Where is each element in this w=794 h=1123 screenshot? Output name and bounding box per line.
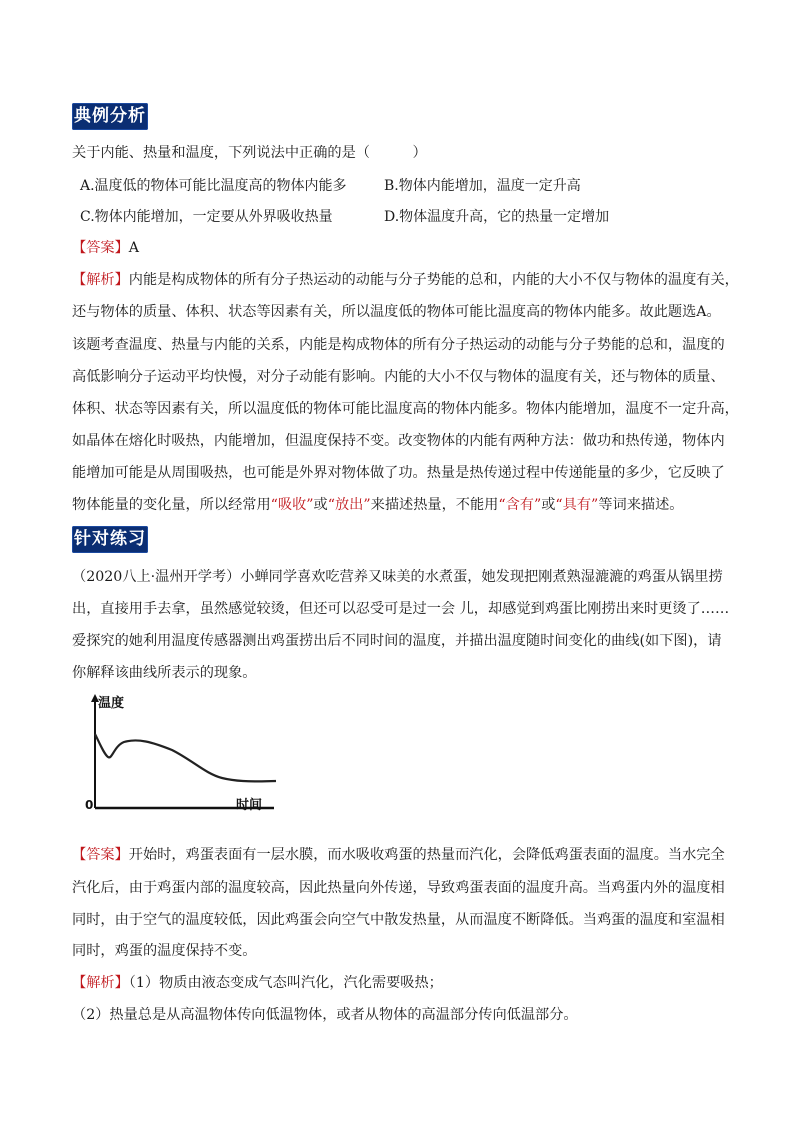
text-segment: 或 xyxy=(313,497,328,513)
analysis-line: （2）热量总是从高温物体传向低温物体，或者从物体的高温部分传向低温部分。 xyxy=(72,1007,578,1023)
option-c: C.物体内能增加，一定要从外界吸收热量 xyxy=(80,209,333,225)
answer-line xyxy=(72,238,732,258)
analysis-label: 【解析】 xyxy=(72,272,129,288)
text-segment: 或 xyxy=(541,497,556,513)
highlight-word: “放出” xyxy=(327,497,371,513)
analysis-line: 能增加可能是从周围吸热，也可能是外界对物体做了功。热量是热传递过程中传递能量的多少，它反映了 xyxy=(72,465,725,481)
analysis-text: （1）物质由液态变成气态叫汽化，汽化需要吸热； xyxy=(128,975,443,991)
question-line: 出，直接用手去拿，虽然感觉较烫，但还可以忍受可是过一会 儿，却感觉到鸡蛋比刚捞出来时更烫了…… xyxy=(72,601,730,617)
answer-label: 【答案】 xyxy=(72,847,129,863)
highlight-word: “含有” xyxy=(498,497,542,513)
text-segment: 来描述热量，不能用 xyxy=(370,497,499,513)
temperature-time-chart xyxy=(76,690,286,840)
option-a: A.温度低的物体可能比温度高的物体内能多 xyxy=(80,178,347,194)
text-segment: 物体能量的变化量，所以经常用 xyxy=(72,497,271,513)
answer-value: A xyxy=(128,240,140,256)
section-badge-example: 典例分析 xyxy=(72,103,148,130)
highlight-word: “吸收” xyxy=(270,497,314,513)
question-line: 爱探究的她利用温度传感器测出鸡蛋捞出后不同时间的温度，并描出温度随时间变化的曲线(如下图)，请 xyxy=(72,633,722,649)
question-line: （2020八上·温州开学考）小蝉同学喜欢吃营养又味美的水煮蛋，她发现把刚煮熟湿漉漉的鸡蛋从锅里捞 xyxy=(72,569,723,585)
analysis-line-1 xyxy=(72,270,739,290)
option-b: B.物体内能增加，温度一定升高 xyxy=(384,178,581,194)
origin-label: 0 xyxy=(85,798,94,812)
answer-line: 同时，鸡蛋的温度保持不变。 xyxy=(72,943,257,959)
analysis-label: 【解析】 xyxy=(72,975,129,991)
analysis-line: 还与物体的质量、体积、状态等因素有关，所以温度低的物体可能比温度高的物体内能多。故此题选A。 xyxy=(72,304,721,320)
text-segment: 等词来描述。 xyxy=(598,497,684,513)
answer-line: 汽化后，由于鸡蛋内部的温度较高，因此热量向外传递，导致鸡蛋表面的温度升高。当鸡蛋内外的温度相 xyxy=(72,880,725,896)
answer-text: 开始时，鸡蛋表面有一层水膜，而水吸收鸡蛋的热量而汽化，会降低鸡蛋表面的温度。当水完全 xyxy=(128,847,725,863)
option-d: D.物体温度升高，它的热量一定增加 xyxy=(384,209,610,225)
analysis-text: 内能是构成物体的所有分子热运动的动能与分子势能的总和，内能的大小不仅与物体的温度有关， xyxy=(128,272,739,288)
analysis-line: 如晶体在熔化时吸热，内能增加，但温度保持不变。改变物体的内能有两种方法：做功和热传递，物体内 xyxy=(72,433,725,449)
answer-line: 同时，由于空气的温度较低，因此鸡蛋会向空气中散发热量，从而温度不断降低。当鸡蛋的温度和室温相 xyxy=(72,912,725,928)
section-badge-practice: 针对练习 xyxy=(72,526,148,553)
analysis-line: 该题考查温度、热量与内能的关系，内能是构成物体的所有分子热运动的动能与分子势能的总和，温度的 xyxy=(72,337,725,353)
analysis-line: 体积、状态等因素有关，所以温度低的物体可能比温度高的物体内能多。物体内能增加，温度不一定升高， xyxy=(72,401,739,417)
y-axis-label: 温度 xyxy=(98,696,125,711)
question-text: 关于内能、热量和温度，下列说法中正确的是（ ） xyxy=(72,145,427,161)
analysis-line-1 xyxy=(72,973,732,993)
x-axis-label: 时间 xyxy=(236,798,263,813)
analysis-line: 高低影响分子运动平均快慢，对分子动能有影响。内能的大小不仅与物体的温度有关，还与物体的质量、 xyxy=(72,369,725,385)
answer-label: 【答案】 xyxy=(72,240,129,256)
answer-line-1 xyxy=(72,845,732,865)
analysis-line-last xyxy=(72,495,732,515)
question-line: 你解释该曲线所表示的现象。 xyxy=(72,665,257,681)
temperature-curve xyxy=(95,734,276,781)
highlight-word: “具有” xyxy=(555,497,599,513)
